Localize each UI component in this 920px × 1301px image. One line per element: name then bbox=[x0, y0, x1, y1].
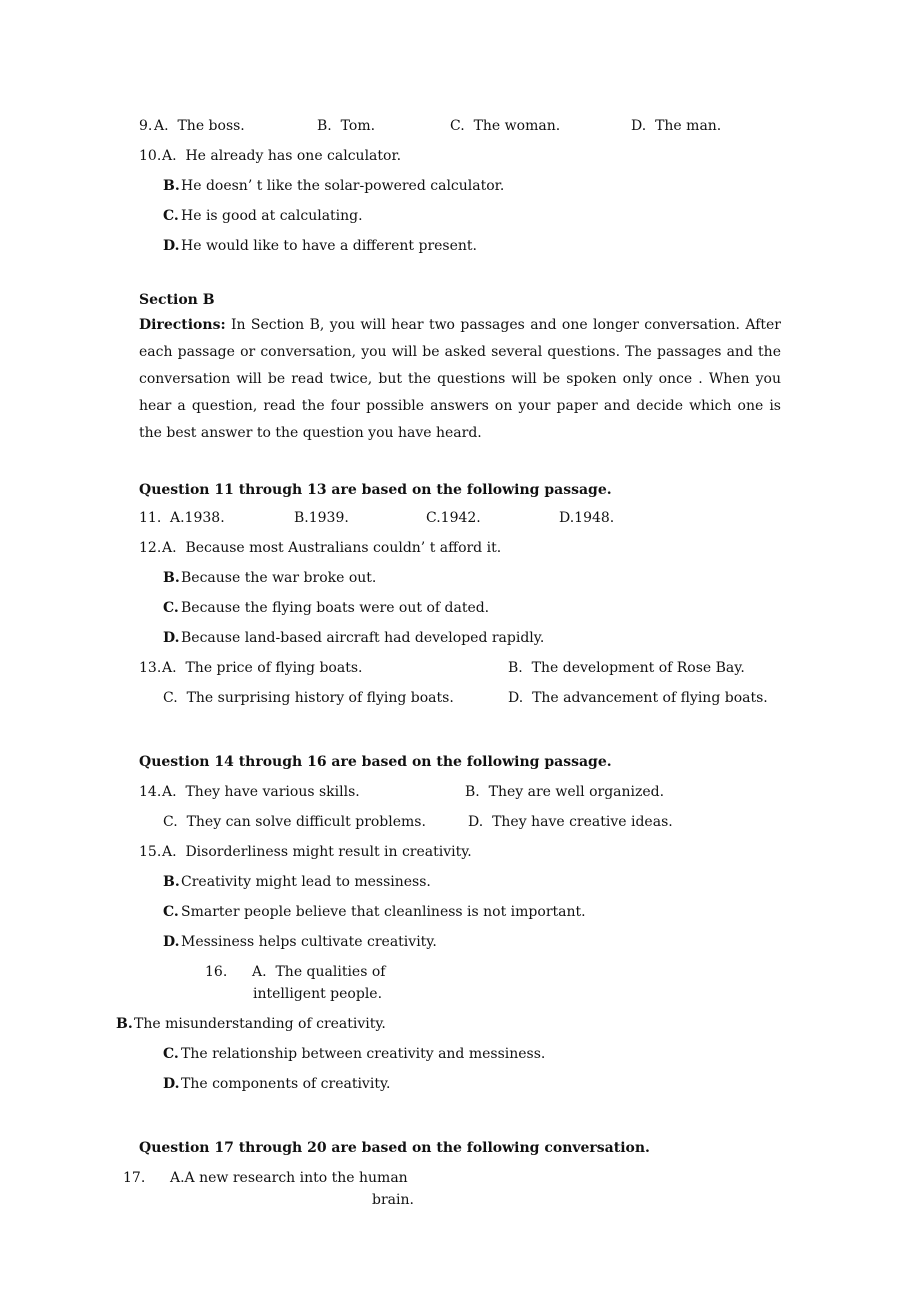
q14-option-d: D. They have creative ideas. bbox=[468, 814, 673, 830]
directions-label: Directions: bbox=[139, 317, 226, 333]
q10-number: 10. bbox=[139, 148, 162, 164]
q12-option-b-letter: B. bbox=[163, 570, 180, 586]
q12-number: 12. bbox=[139, 540, 162, 556]
q9-option-b: B. Tom. bbox=[317, 118, 376, 134]
q12-option-d: Because land-based aircraft had developed rapidly. bbox=[181, 630, 545, 646]
q17-number: 17. bbox=[123, 1170, 146, 1186]
q9-option-c: C. The woman. bbox=[450, 118, 561, 134]
q12-option-c: Because the flying boats were out of dated. bbox=[181, 600, 490, 616]
q11-option-d: D.1948. bbox=[559, 510, 615, 526]
q10-option-c-letter: C. bbox=[163, 208, 179, 224]
q13-option-c: C. The surprising history of flying boats. bbox=[163, 690, 454, 706]
section-b-directions bbox=[139, 312, 781, 447]
directions-text: In Section B, you will hear two passages and one longer conversation. After each passage or conversation, you will be asked several questions. The passages and the conversation will be read twice, but the questions will be spoken only once . When you hear a question, read the four possible answers on your paper and decide which one is the best answer to the question you have heard. bbox=[139, 317, 781, 441]
q12-option-c-letter: C. bbox=[163, 600, 179, 616]
q16-option-d: The components of creativity. bbox=[181, 1076, 391, 1092]
q9-number: 9. bbox=[139, 118, 153, 134]
section-b-title: Section B bbox=[139, 292, 215, 308]
q16-number: 16. bbox=[205, 964, 228, 980]
q15-option-d-letter: D. bbox=[163, 934, 180, 950]
q16-option-d-letter: D. bbox=[163, 1076, 180, 1092]
q10-option-d: He would like to have a different present. bbox=[181, 238, 477, 254]
q16-option-c-letter: C. bbox=[163, 1046, 179, 1062]
q15-option-a: A. Disorderliness might result in creativity. bbox=[162, 844, 472, 860]
q15-number: 15. bbox=[139, 844, 162, 860]
q10-option-a: A. He already has one calculator. bbox=[162, 148, 402, 164]
q12-option-b: Because the war broke out. bbox=[181, 570, 377, 586]
q15-option-b-letter: B. bbox=[163, 874, 180, 890]
q10-option-c: He is good at calculating. bbox=[181, 208, 363, 224]
q16-option-b-letter: B. bbox=[116, 1016, 133, 1032]
q17-option-a-line2: brain. bbox=[372, 1192, 414, 1208]
q14-option-a: A. They have various skills. bbox=[162, 784, 360, 800]
q15-option-d: Messiness helps cultivate creativity. bbox=[181, 934, 437, 950]
q9-option-a: A. The boss. bbox=[154, 118, 245, 134]
q16-option-c: The relationship between creativity and messiness. bbox=[181, 1046, 546, 1062]
q13-option-b: B. The development of Rose Bay. bbox=[508, 660, 745, 676]
q11-option-a: A.1938. bbox=[170, 510, 225, 526]
q13-option-a: A. The price of flying boats. bbox=[162, 660, 363, 676]
q16-option-b: The misunderstanding of creativity. bbox=[134, 1016, 386, 1032]
q10-option-b-letter: B. bbox=[163, 178, 180, 194]
q10-option-d-letter: D. bbox=[163, 238, 180, 254]
q9-option-d: D. The man. bbox=[631, 118, 722, 134]
q10-option-b: He doesn’ t like the solar-powered calculator. bbox=[181, 178, 505, 194]
q17-option-a-line1: A.A new research into the human bbox=[170, 1170, 408, 1186]
group-3-heading: Question 17 through 20 are based on the following conversation. bbox=[139, 1140, 650, 1156]
q15-option-c: Smarter people believe that cleanliness is not important. bbox=[181, 904, 586, 920]
q12-option-d-letter: D. bbox=[163, 630, 180, 646]
q14-option-b: B. They are well organized. bbox=[465, 784, 665, 800]
q15-option-b: Creativity might lead to messiness. bbox=[181, 874, 431, 890]
q16-option-a-line1: A. The qualities of bbox=[252, 964, 386, 980]
q13-option-d: D. The advancement of flying boats. bbox=[508, 690, 768, 706]
q16-option-a-line2: intelligent people. bbox=[253, 986, 383, 1002]
q11-option-b: B.1939. bbox=[294, 510, 349, 526]
q12-option-a: A. Because most Australians couldn’ t afford it. bbox=[162, 540, 502, 556]
q11-number: 11. bbox=[139, 510, 162, 526]
q11-option-c: C.1942. bbox=[426, 510, 481, 526]
q13-number: 13. bbox=[139, 660, 162, 676]
q14-option-c: C. They can solve difficult problems. bbox=[163, 814, 426, 830]
q15-option-c-letter: C. bbox=[163, 904, 179, 920]
q14-number: 14. bbox=[139, 784, 162, 800]
group-1-heading: Question 11 through 13 are based on the following passage. bbox=[139, 482, 612, 498]
group-2-heading: Question 14 through 16 are based on the following passage. bbox=[139, 754, 612, 770]
